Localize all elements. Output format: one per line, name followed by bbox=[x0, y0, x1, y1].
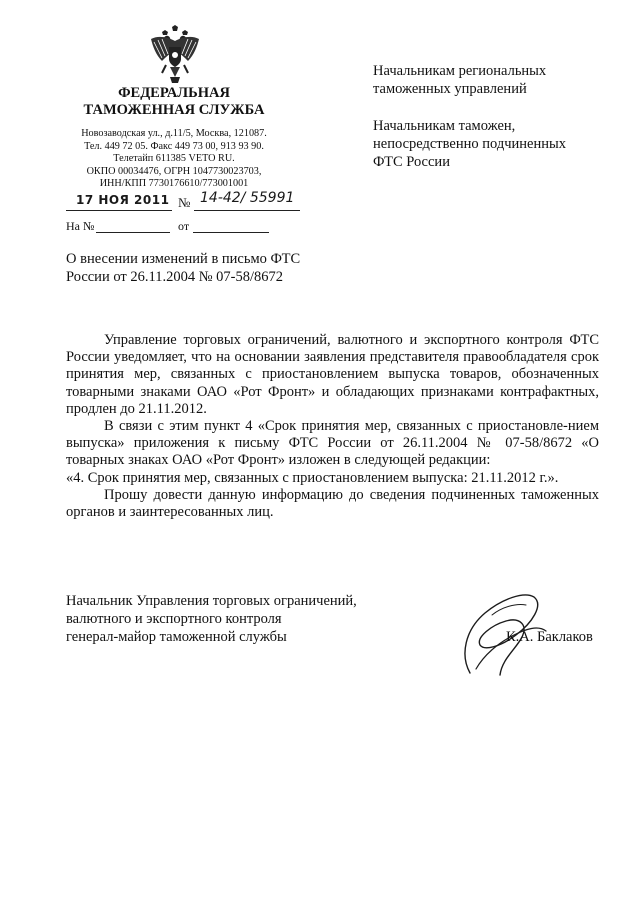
addressee-line: Начальникам таможен, bbox=[373, 118, 516, 134]
registration-date: 17 НОЯ 2011 bbox=[76, 193, 170, 207]
addressee-line: таможенных управлений bbox=[373, 81, 527, 97]
body-paragraph-3: «4. Срок принятия мер, связанных с приостановлением выпуска: 21.11.2012 г.». bbox=[66, 469, 559, 486]
subject-line: О внесении изменений в письмо ФТС bbox=[66, 251, 301, 267]
signer-title-line: Начальник Управления торговых ограничений, bbox=[66, 593, 357, 609]
addressee-customs bbox=[373, 117, 613, 171]
sender-contacts bbox=[60, 128, 288, 191]
body-paragraph-2: В связи с этим пункт 4 «Срок принятия мер, связанных с приостановле-нием выпуска» приложения к письму ФТС России от 26.11.2004 № 07-58/8672 «О товарных знаках ОАО «Рот Фронт» изложен в следующей редакции: bbox=[66, 418, 599, 469]
signer-name: К.А. Баклаков bbox=[506, 629, 593, 645]
addressee-line: Начальникам региональных bbox=[373, 63, 547, 79]
sender-okpo-ogrn: ОКПО 00034476, ОГРН 1047730023703, bbox=[86, 165, 262, 177]
ref-date-underline bbox=[193, 218, 269, 233]
number-label: № bbox=[178, 195, 191, 210]
ref-date-label: от bbox=[178, 219, 190, 233]
sender-org-name bbox=[60, 85, 288, 119]
body-paragraph-1: Управление торговых ограничений, валютного и экспортного контроля ФТС России уведомляет, что на основании заявления представителя правообладателя срок принятия мер, связанных с приостановлением выпуска товаров, обозначенных товарными знаками ОАО «Рот Фронт» и обладающих признаками контрафактных, продлен до 21.11.2012. bbox=[66, 332, 599, 417]
addressee-line: ФТС России bbox=[373, 154, 450, 170]
addressee-regional bbox=[373, 62, 613, 98]
ref-number-label: На № bbox=[66, 219, 95, 233]
sender-teletype: Телетайп 611385 VETO RU. bbox=[113, 153, 235, 165]
registration-number: 14-42/ 55991 bbox=[200, 190, 295, 206]
addressee-line: непосредственно подчиненных bbox=[373, 136, 566, 152]
signer-title-line: валютного и экспортного контроля bbox=[66, 611, 282, 627]
org-name-line1: ФЕДЕРАЛЬНАЯ bbox=[118, 85, 230, 101]
body-paragraph-4: Прошу довести данную информацию до сведения подчиненных таможенных органов и заинтересованных лиц. bbox=[66, 486, 599, 521]
sender-inn-kpp: ИНН/КПП 7730176610/773001001 bbox=[99, 178, 249, 190]
signer-title bbox=[66, 592, 396, 646]
coat-of-arms-emblem bbox=[148, 25, 202, 87]
org-name-line2: ТАМОЖЕННАЯ СЛУЖБА bbox=[83, 102, 265, 118]
signer-title-line: генерал-майор таможенной службы bbox=[66, 629, 287, 645]
sender-address: Новозаводская ул., д.11/5, Москва, 121087. bbox=[81, 128, 267, 139]
sender-phone: Тел. 449 72 05. Факс 449 73 00, 913 93 90. bbox=[84, 140, 264, 152]
letter-body bbox=[66, 332, 599, 521]
letter-subject bbox=[66, 250, 326, 286]
ref-number-underline bbox=[96, 218, 170, 233]
subject-line: России от 26.11.2004 № 07-58/8672 bbox=[66, 269, 284, 285]
